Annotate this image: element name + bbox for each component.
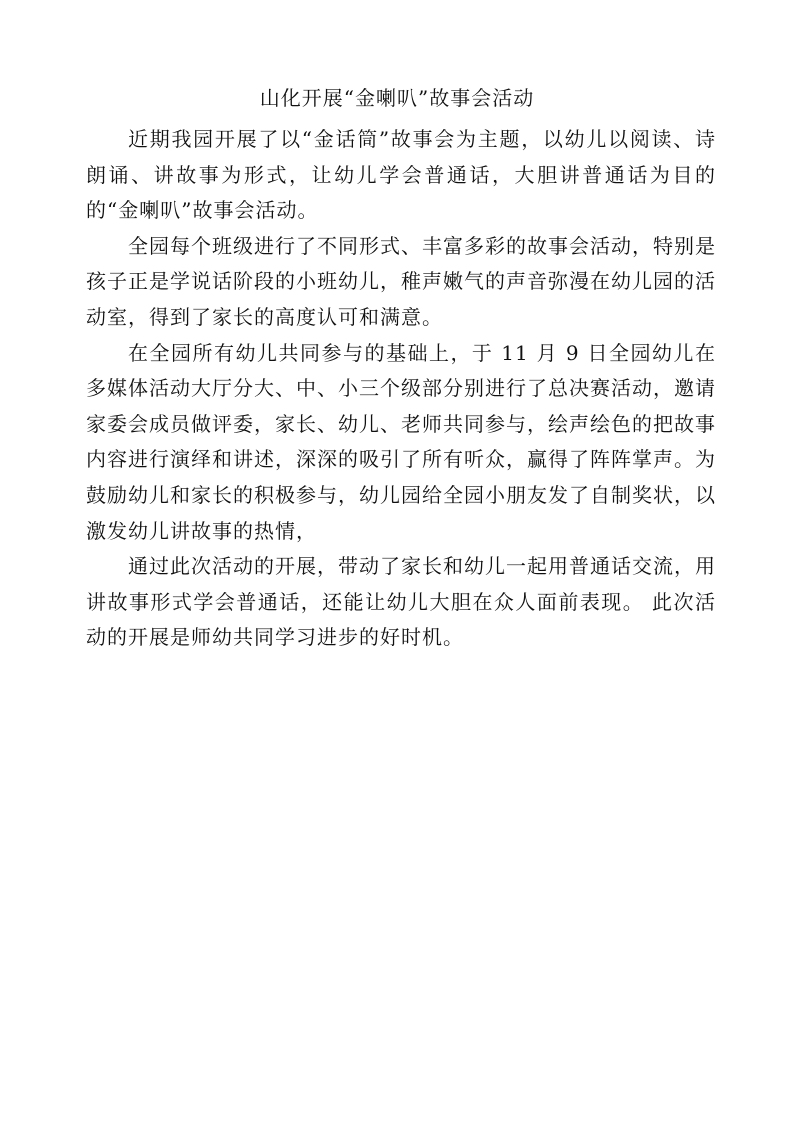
document-title: 山化开展“金喇叭”故事会活动 [259,86,535,110]
paragraph-class-activities: 全园每个班级进行了不同形式、丰富多彩的故事会活动，特别是孩子正是学说话阶段的小班幼儿，稚声嫩气的声音弥漫在幼儿园的活动室，得到了家长的高度认可和满意。 [86,233,716,329]
paragraph-final-competition: 在全园所有幼儿共同参与的基础上，于 11 月 9 日全园幼儿在多媒体活动大厅分大、中、小三个级部分别进行了总决赛活动，邀请家委会成员做评委，家长、幼儿、老师共同参与，绘声绘色的把故事内容进行演绎和讲述，深深的吸引了所有听众，赢得了阵阵掌声。为鼓励幼儿和家长的积极参与，幼儿园给全园小朋友发了自制奖状，以激发幼儿讲故事的热情， [86,340,716,543]
paragraph-conclusion: 通过此次活动的开展，带动了家长和幼儿一起用普通话交流，用讲故事形式学会普通话，还能让幼儿大胆在众人面前表现。 此次活动的开展是师幼共同学习进步的好时机。 [86,554,716,650]
paragraph-intro: 近期我园开展了以“金话筒”故事会为主题，以幼儿以阅读、诗朗诵、讲故事为形式，让幼儿学会普通话，大胆讲普通话为目的的“金喇叭”故事会活动。 [86,127,716,223]
document-body [86,122,716,656]
